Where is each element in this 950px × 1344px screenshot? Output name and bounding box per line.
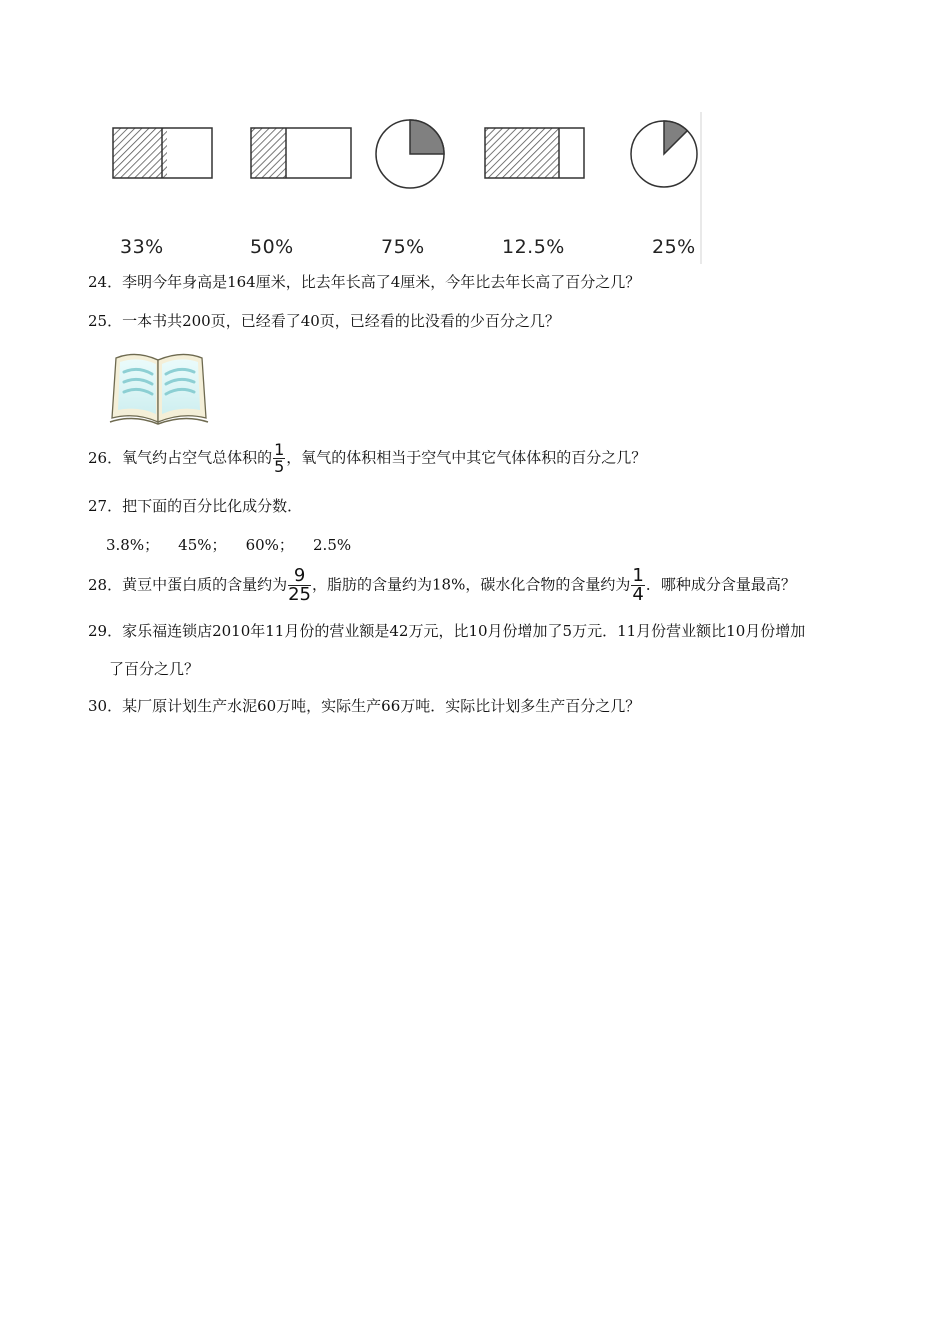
percent-label-3: 75% xyxy=(381,236,425,258)
question-number: 25． xyxy=(88,312,123,330)
question-text-after: ．哪种成分含量最高？ xyxy=(645,575,796,594)
question-29 xyxy=(88,621,805,641)
pie-eighth-shaded xyxy=(631,121,697,187)
question-30 xyxy=(88,696,640,716)
rect-three-quarter-shaded xyxy=(485,128,584,178)
percent-label-4: 12.5% xyxy=(502,236,565,258)
question-26 xyxy=(88,442,646,475)
fraction-numerator: 9 xyxy=(288,567,311,586)
question-text: 某厂原计划生产水泥60万吨，实际生产66万吨．实际比计划多生产百分之几？ xyxy=(122,697,641,715)
question-text: 李明今年身高是164厘米，比去年长高了4厘米，今年比去年长高了百分之几？ xyxy=(122,273,641,291)
question-text-before: 黄豆中蛋白质的含量约为 xyxy=(122,575,288,594)
question-text-after: ，氧气的体积相当于空气中其它气体体积的百分之几？ xyxy=(286,448,647,467)
fraction-numerator: 1 xyxy=(632,565,644,586)
question-text-before: 氧气约占空气总体积的 xyxy=(122,448,273,467)
percent-label-2: 50% xyxy=(250,236,294,258)
percent-label-1: 33% xyxy=(120,236,164,258)
question-number: 27． xyxy=(88,497,123,515)
percent-label-5: 25% xyxy=(652,236,696,258)
fraction-nine-twentyfifths xyxy=(288,567,311,604)
fraction-one-fourth xyxy=(631,567,644,604)
question-number: 24． xyxy=(88,273,123,291)
fraction-denominator: 25 xyxy=(288,584,312,605)
question-number: 30． xyxy=(88,697,123,715)
open-book-image xyxy=(108,348,210,426)
question-28 xyxy=(88,567,796,604)
question-text-middle: ，脂肪的含量约为18%，碳水化合物的含量约为 xyxy=(312,575,631,594)
question-number: 29． xyxy=(88,622,123,640)
rect-half-shaded xyxy=(113,128,212,178)
pie-quarter-shaded xyxy=(376,120,444,188)
question-24 xyxy=(88,272,640,292)
question-number: 28． xyxy=(88,575,123,594)
fraction-one-fifth xyxy=(273,442,285,475)
fraction-numerator: 1 xyxy=(274,440,285,459)
fraction-denominator: 4 xyxy=(632,584,644,605)
question-number: 26． xyxy=(88,448,123,467)
question-29-continued: 了百分之几？ xyxy=(109,660,200,678)
percent-values: 3.8%； 45%； 60%； 2.5% xyxy=(106,536,352,554)
question-text: 把下面的百分比化成分数． xyxy=(122,497,303,515)
rect-third-shaded xyxy=(251,128,351,178)
question-27 xyxy=(88,496,302,516)
question-text: 一本书共200页，已经看了40页，已经看的比没看的少百分之几？ xyxy=(122,312,560,330)
question-25 xyxy=(88,311,560,331)
fraction-denominator: 5 xyxy=(274,457,285,476)
question-text: 家乐福连锁店2010年11月份的营业额是42万元，比10月份增加了5万元．11月份营业额比10月份增加 xyxy=(122,622,806,640)
